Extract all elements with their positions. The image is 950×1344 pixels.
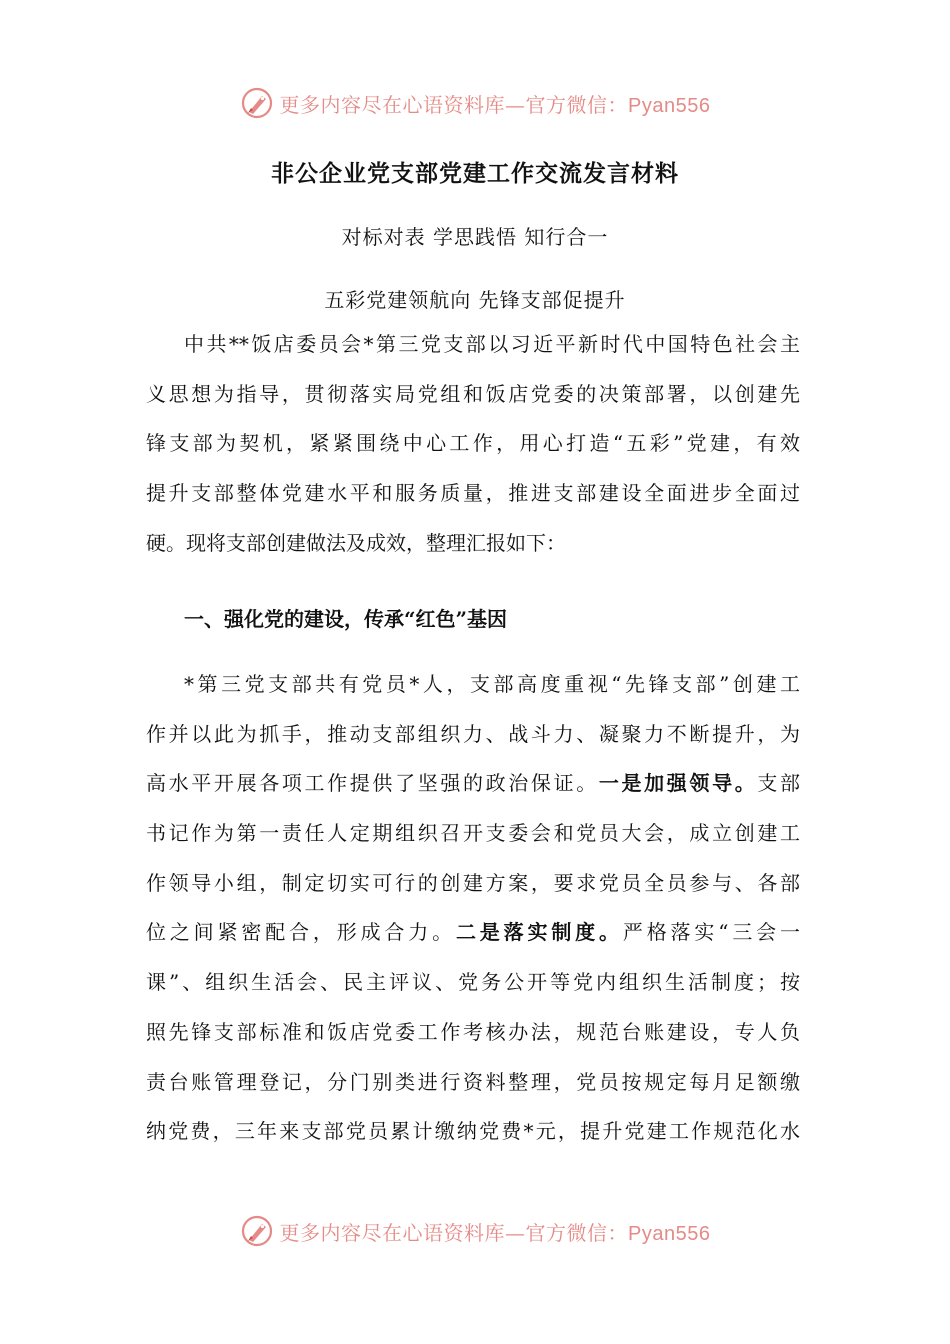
paragraph-line: 纳党费，三年来支部党员累计缴纳党费*元，提升党建工作规范化水 bbox=[146, 1119, 800, 1144]
paragraph-line: 书记作为第一责任人定期组织召开支委会和党员大会，成立创建工 bbox=[146, 821, 800, 846]
paragraph-line: 提升支部整体党建水平和服务质量，推进支部建设全面进步全面过 bbox=[146, 481, 800, 506]
paragraph-line: 课”、组织生活会、民主评议、党务公开等党内组织生活制度；按 bbox=[146, 970, 800, 995]
document-subtitle-2: 五彩党建领航向 先锋支部促提升 bbox=[324, 288, 626, 312]
paragraph-line: 作领导小组，制定切实可行的创建方案，要求党员全员参与、各部 bbox=[146, 870, 800, 895]
intro-paragraph bbox=[146, 320, 800, 568]
bold-phrase-strengthen-leadership: 一是加强领导。 bbox=[598, 771, 758, 796]
paragraph-line: 中共**饭店委员会*第三党支部以习近平新时代中国特色社会主 bbox=[184, 332, 800, 356]
paragraph-line bbox=[146, 908, 800, 958]
paragraph-line: 义思想为指导，贯彻落实局党组和饭店党委的决策部署，以创建先 bbox=[146, 381, 800, 406]
paragraph-line: 责台账管理登记，分门别类进行资料整理，党员按规定每月足额缴 bbox=[146, 1069, 800, 1094]
document-subtitle-1: 对标对表 学思践悟 知行合一 bbox=[341, 225, 609, 249]
paragraph-text: 严格落实“三会一 bbox=[622, 920, 801, 945]
paragraph-line: *第三党支部共有党员*人，支部高度重视“先锋支部”创建工 bbox=[184, 672, 800, 696]
watermark-text: 更多内容尽在心语资料库—官方微信：Pyan556 bbox=[279, 1220, 711, 1245]
section-heading-1: 一、强化党的建设，传承“红色”基因 bbox=[184, 607, 508, 631]
watermark-text: 更多内容尽在心语资料库—官方微信：Pyan556 bbox=[279, 92, 711, 117]
pen-nib-logo-icon bbox=[240, 86, 274, 120]
watermark-header bbox=[0, 83, 950, 123]
paragraph-line: 硬。现将支部创建做法及成效，整理汇报如下： bbox=[146, 530, 566, 555]
paragraph-text: 支部 bbox=[757, 771, 801, 796]
watermark-wechat-id: Pyan556 bbox=[628, 1222, 711, 1245]
paragraph-line: 照先锋支部标准和饭店党委工作考核办法，规范台账建设，专人负 bbox=[146, 1019, 800, 1044]
watermark-wechat-id: Pyan556 bbox=[628, 94, 711, 117]
pen-nib-logo-icon bbox=[240, 1214, 274, 1248]
paragraph-line: 锋支部为契机，紧紧围绕中心工作，用心打造“五彩”党建，有效 bbox=[146, 431, 800, 456]
watermark-footer bbox=[0, 1211, 950, 1251]
paragraph-line bbox=[146, 759, 800, 809]
paragraph-text: 位之间紧密配合，形成合力。 bbox=[146, 920, 456, 945]
section-1-paragraph bbox=[146, 660, 800, 1157]
document-title: 非公企业党支部党建工作交流发言材料 bbox=[271, 160, 679, 187]
bold-phrase-implement-system: 二是落实制度。 bbox=[455, 920, 623, 945]
paragraph-text: 高水平开展各项工作提供了坚强的政治保证。 bbox=[146, 771, 599, 796]
paragraph-line: 作并以此为抓手，推动支部组织力、战斗力、凝聚力不断提升，为 bbox=[146, 721, 800, 746]
